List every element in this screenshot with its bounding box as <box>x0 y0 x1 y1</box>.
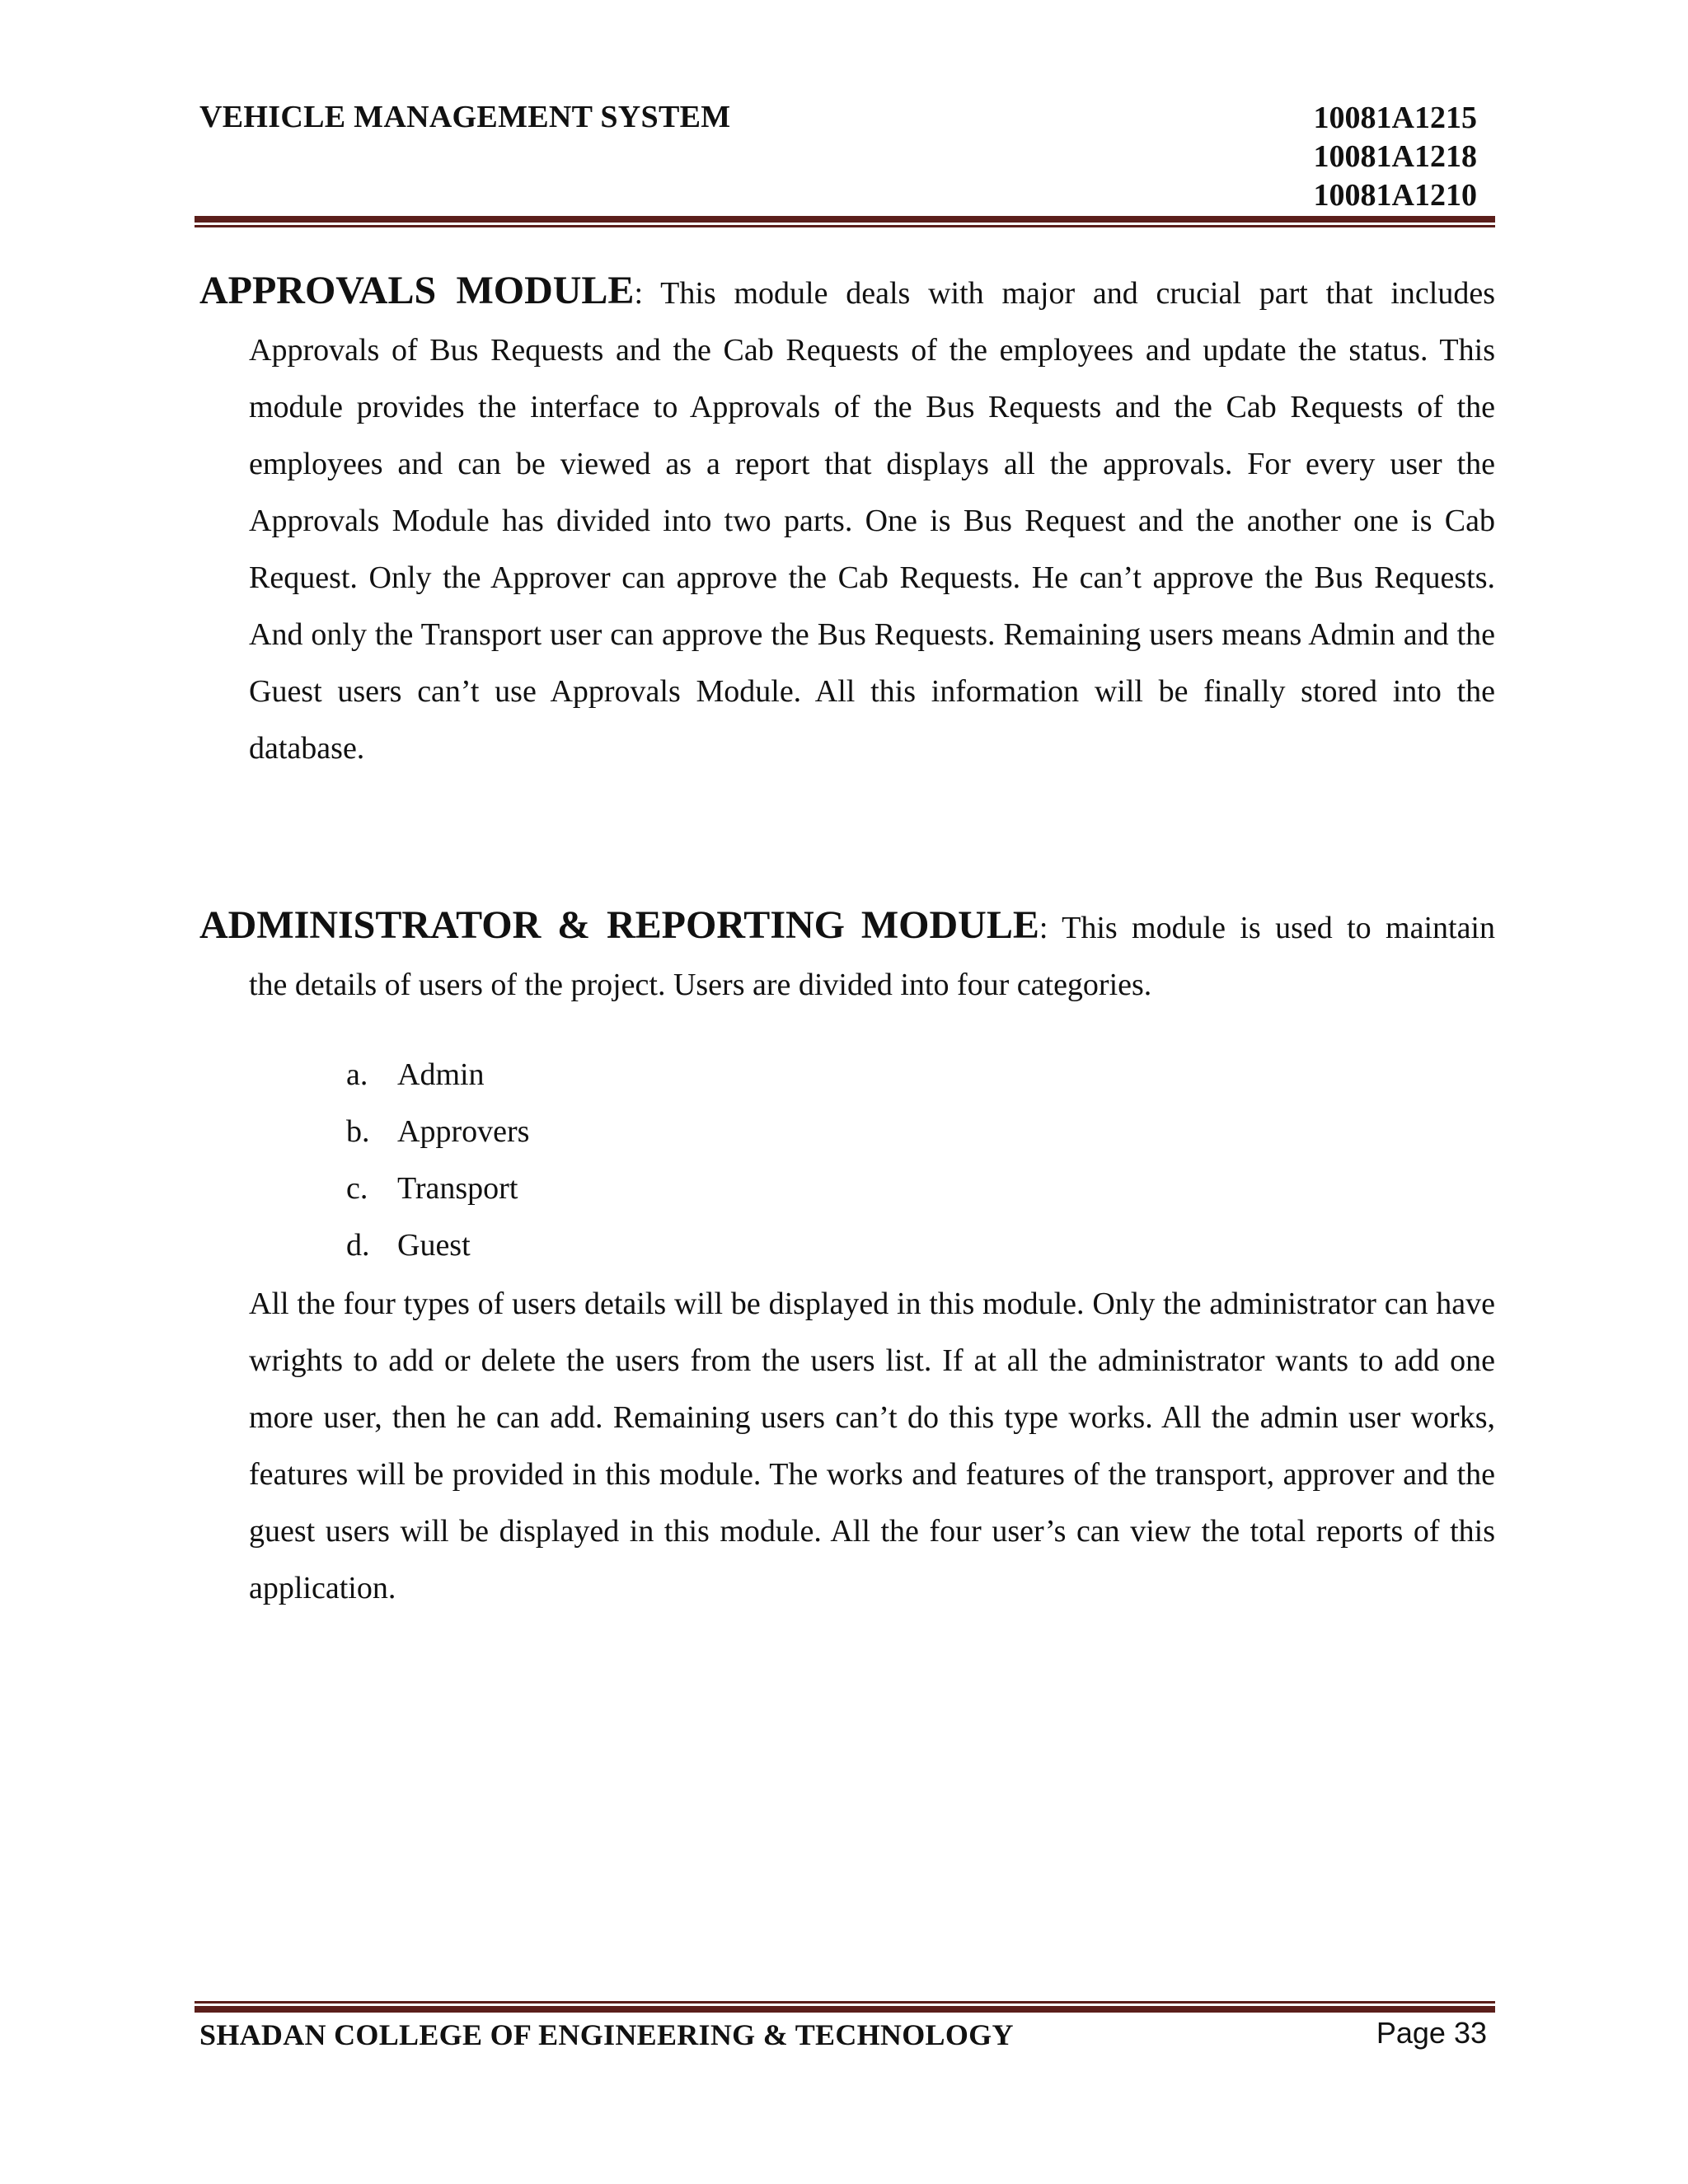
approvals-first-line-text: : This module deals with major and crucial part that includes <box>634 276 1495 311</box>
user-categories-list <box>346 1047 529 1274</box>
approvals-paragraph <box>199 262 1495 777</box>
header-rule <box>195 216 1495 227</box>
list-item: d. Guest <box>346 1228 471 1263</box>
header-title: VEHICLE MANAGEMENT SYSTEM <box>199 100 731 134</box>
header-id: 10081A1215 <box>1313 101 1477 135</box>
list-item: c. Transport <box>346 1171 518 1206</box>
list-item: a. Admin <box>346 1057 485 1092</box>
admin-first-line-text: : This module is used to maintain <box>1039 911 1495 945</box>
admin-body: the details of users of the project. Users are divided into four categories. <box>249 968 1152 1002</box>
footer-rule <box>195 2001 1495 2013</box>
admin-continuation: All the four types of users details will be displayed in this module. Only the administrator can have wrights to add or delete the users from the users list. If at all the administrator wants to add one more user, then he can add. Remaining users can’t do this type works. All the admin user works, features will be provided in this module. The works and features of the transport, approver and the guest users will be displayed in this module. All the four user’s can view the total reports of this application. <box>249 1286 1495 1605</box>
footer-institution: SHADAN COLLEGE OF ENGINEERING & TECHNOLOGY <box>199 2018 1014 2051</box>
header-id: 10081A1210 <box>1313 178 1477 213</box>
header-ids <box>1314 99 1477 215</box>
page-number: Page 33 <box>1376 2016 1487 2050</box>
admin-heading: ADMINISTRATOR & REPORTING MODULE <box>199 903 1039 947</box>
approvals-body: Approvals of Bus Requests and the Cab Requests of the employees and update the status. This module provides the interface to Approvals of the Bus Requests and the Cab Requests of the employees and can be viewed as a report that displays all the approvals. For every user the Approvals Module has divided into two parts. One is Bus Request and the another one is Cab Request. Only the Approver can approve the Cab Requests. He can’t approve the Bus Requests. And only the Transport user can approve the Bus Requests. Remaining users means Admin and the Guest users can’t use Approvals Module. All this information will be finally stored into the database. <box>249 333 1495 766</box>
admin-paragraph <box>199 897 1495 1014</box>
approvals-heading: APPROVALS MODULE <box>199 269 635 312</box>
list-item: b. Approvers <box>346 1114 530 1149</box>
header-id: 10081A1218 <box>1313 139 1477 174</box>
admin-first-line <box>199 897 1495 957</box>
approvals-first-line <box>199 262 1495 322</box>
approvals-section <box>199 262 1495 777</box>
admin-section <box>199 897 1495 1014</box>
admin-continuation-section <box>249 1276 1495 1617</box>
